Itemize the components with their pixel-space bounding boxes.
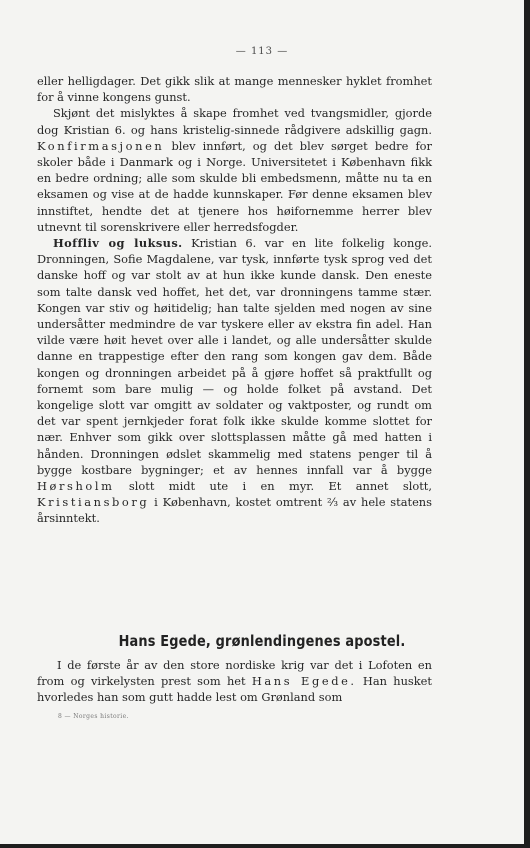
body-text [37, 73, 432, 527]
paragraph-text: Kristian 6. var en lite folkelig konge. Dronningen, Sofie Magdalene, var tysk, innførte tysk sprog ved det danske hoff og var stolt av at hun ikke kunde dansk. Den eneste som talte dansk ved hoffet, het det, var dronningens tamme stær. Kongen var stiv og høitidelig; han talte sjelden med nogen av sine undersåtter medmindre de var tyskere eller av ekstra fin adel. Han vilde være høit hevet over alle i landet, og alle undersåtter skulde danne en trappestige efter den rang som kongen gav dem. Både kongen og dronningen arbeidet på å gjøre hoffet så praktfullt og fornemt som bare mulig — og holde folket på avstand. Det kongelige slott var omgitt av soldater og vaktposter, og rundt om det var spent jernkjeder forat folk ikke skulde komme slottet for nær. Enhver som gikk over slottsplassen måtte gå med hatten i hånden. Dronningen ødslet skammelig med statens penger til å bygge kostbare bygninger; et av hennes innfall var å bygge [37, 236, 432, 477]
section-text [37, 657, 432, 706]
emphasis-hans-egede: Hans Egede. [251, 674, 357, 689]
paragraph-text: i København, kostet omtrent ²⁄₃ av hele statens årsinntekt. [37, 495, 432, 526]
paragraph-text: slott midt ute i en myr. Et annet slott, [128, 479, 433, 494]
paragraph-court-life [37, 235, 432, 527]
paragraph-text: blev innført, og det blev sørget bedre for skoler både i Danmark og i Norge. Universitetet i København fikk en bedre ordning; alle som skulde bli embedsmenn, måtte nu ta en eksamen og vise at de hadde kunnskaper. Før denne eksamen blev innstiftet, hendte det at tjenere hos høifornemme herrer blev utnevnt til sorenskrivere eller herredsfogder. [37, 138, 432, 234]
footer-signature: 8 — Norges historie. [58, 713, 129, 720]
subheading-hoffliv: Hoffliv og luksus. [53, 236, 183, 251]
page-number: — 113 — [235, 46, 289, 57]
emphasis-konfirmasjonen: Konfirmasjonen [37, 138, 165, 153]
paragraph-hans-egede [37, 657, 432, 706]
emphasis-horsholm: Hørsholm [37, 479, 115, 494]
paragraph-text: Skjønt det mislyktes å skape fromhet ved tvangsmidler, gjorde dog Kristian 6. og hans kristelig-sinnede rådgivere adskillig gagn. [37, 106, 432, 137]
section-heading: Hans Egede, grønlendingenes apostel. [118, 632, 406, 650]
paragraph-confirmation [37, 105, 432, 235]
paragraph-text: I de første år av den store nordiske krig var det i Lofoten en from og virkelysten prest som het [37, 658, 432, 689]
emphasis-kristiansborg: Kristiansborg [37, 495, 150, 510]
paragraph-text: Han husket hvorledes han som gutt hadde lest om Grønland som [37, 674, 432, 705]
paragraph-continuation: eller helligdager. Det gikk slik at mange mennesker hyklet fromhet for å vinne kongens gunst. [37, 74, 432, 105]
